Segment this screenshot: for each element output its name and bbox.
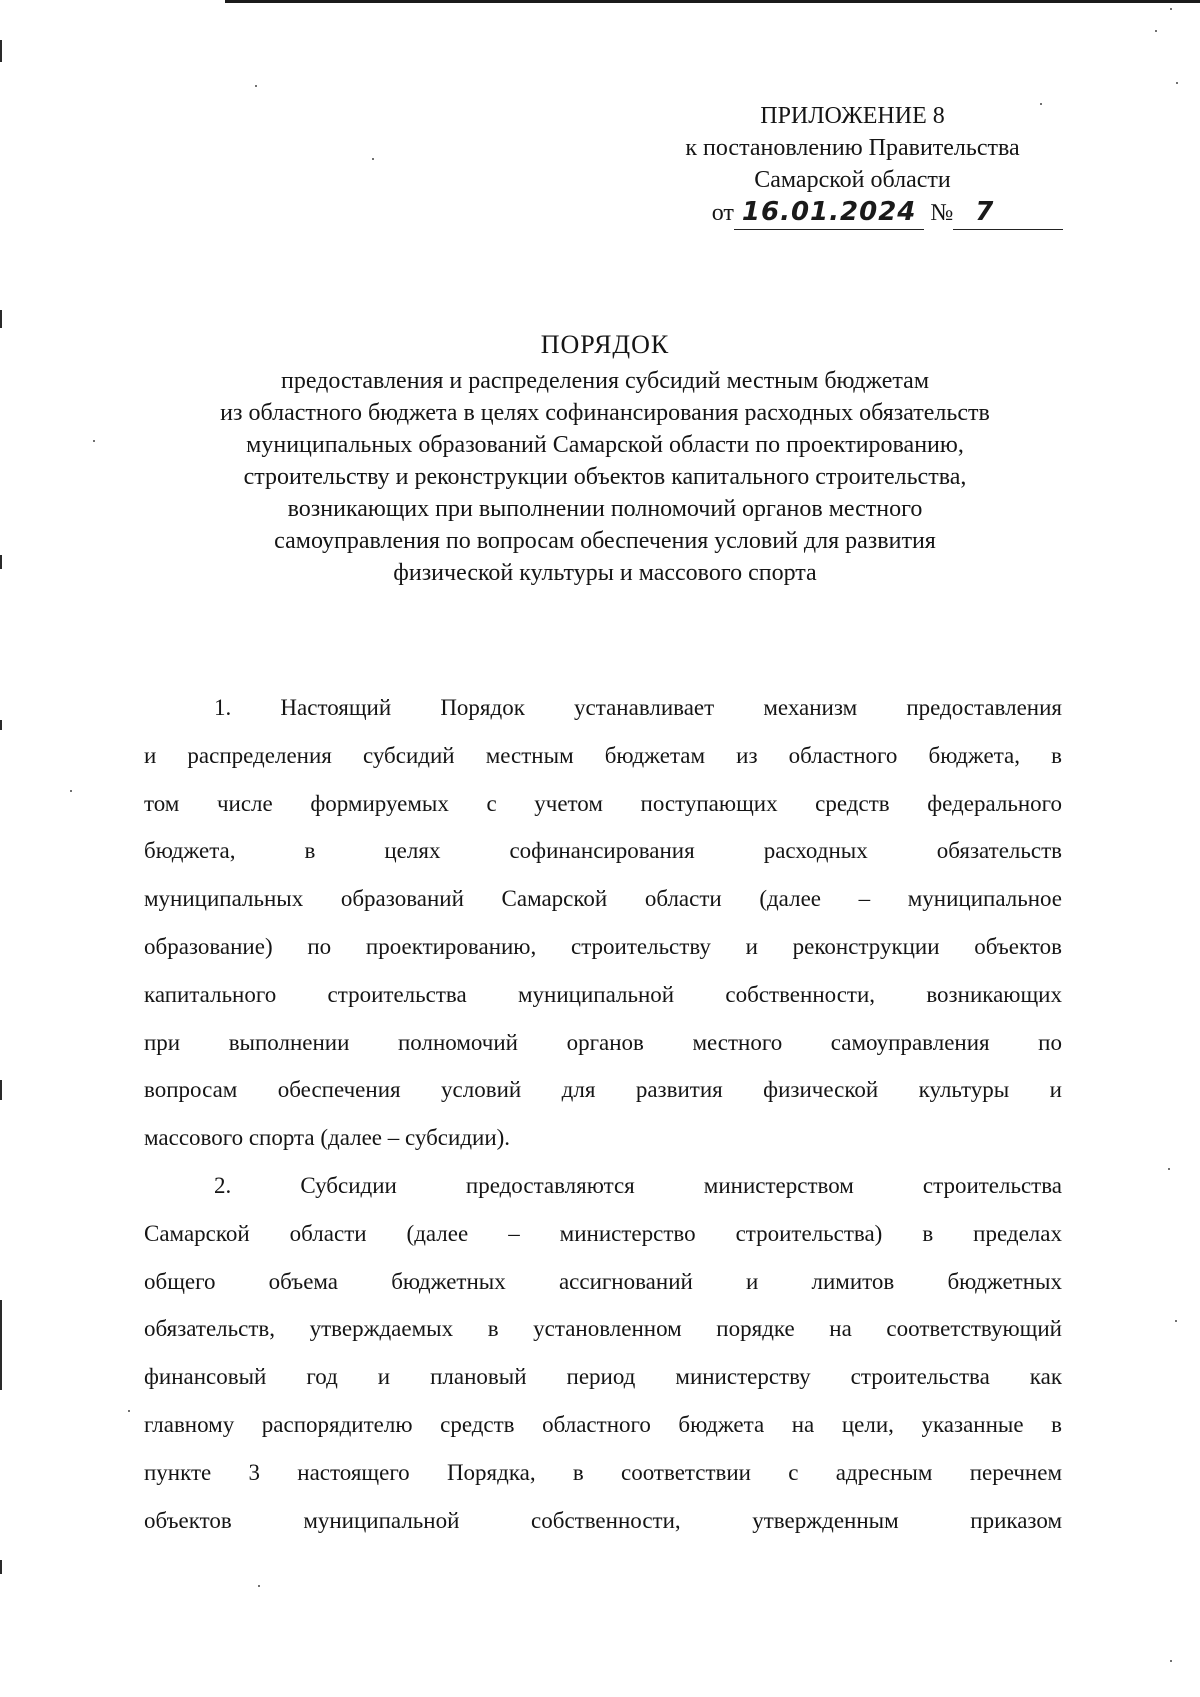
appendix-reference: к постановлению Правительства [685,135,1020,161]
appendix-date-number [712,196,1064,230]
paragraph-line: финансовый год и плановый период министерству строительства как [144,1364,1062,1390]
scan-edge-mark [0,555,2,569]
paragraph-line: 2. Субсидии предоставляются министерством строительства [214,1173,1062,1198]
document-title: ПОРЯДОК [540,330,670,359]
subtitle-line: возникающих при выполнении полномочий органов местного [287,496,923,522]
scan-speck [1176,82,1178,84]
appendix-region: Самарской области [754,167,951,193]
paragraph-line: при выполнении полномочий органов местного самоуправления по [144,1029,1062,1055]
scan-edge-mark [0,40,2,62]
scan-speck [1168,1168,1170,1170]
paragraph-line: муниципальных образований Самарской области (далее – муниципальное [144,886,1062,912]
subtitle-line: строительству и реконструкции объектов капитального строительства, [243,464,967,490]
paragraph-line: обязательств, утверждаемых в установленном порядке на соответствующий [144,1316,1062,1342]
scan-speck [70,790,72,792]
handwritten-number: 7 [975,197,995,227]
paragraph-line: образование) по проектированию, строительству и реконструкции объектов [144,933,1062,959]
paragraph-line: пункте 3 настоящего Порядка, в соответствии с адресным перечнем [144,1459,1062,1485]
scan-speck [1170,1660,1172,1662]
paragraph-line: Самарской области (далее – министерство строительства) в пределах [144,1220,1062,1246]
scan-speck [255,85,257,87]
subtitle-line: муниципальных образований Самарской области по проектированию, [246,432,964,458]
document-subtitle [130,365,1080,589]
scan-speck [93,440,95,442]
scan-speck [128,1410,130,1412]
scan-speck [372,158,374,160]
paragraph-line: массового спорта (далее – субсидии). [144,1125,511,1151]
scan-edge-mark [0,310,2,328]
scan-edge-mark [0,1080,2,1100]
appendix-title: ПРИЛОЖЕНИЕ 8 [760,103,945,129]
paragraph-2 [144,1162,1062,1544]
scan-edge-line [225,0,1200,3]
paragraph-line: том числе формируемых с учетом поступающих средств федерального [144,790,1062,816]
subtitle-line: из областного бюджета в целях софинансирования расходных обязательств [220,400,990,426]
scan-edge-mark [0,720,2,730]
appendix-block [600,100,1105,230]
paragraph-line: главному распорядителю средств областного бюджета на цели, указанные в [144,1411,1062,1437]
scan-speck [258,1585,260,1587]
paragraph-line: капитального строительства муниципальной собственности, возникающих [144,981,1062,1007]
number-sign: № [930,200,954,226]
paragraph-line: и распределения субсидий местным бюджетам из областного бюджета, в [144,742,1062,768]
handwritten-date: 16.01.2024 [741,197,917,227]
scan-edge-mark [0,1300,2,1390]
paragraph-line: вопросам обеспечения условий для развития физической культуры и [144,1077,1062,1103]
subtitle-line: предоставления и распределения субсидий местным бюджетам [280,368,930,394]
scan-speck [1170,8,1172,10]
scan-speck [1155,30,1157,32]
scan-speck [1175,1320,1177,1322]
paragraph-line: 1. Настоящий Порядок устанавливает механизм предоставления [214,695,1062,720]
subtitle-line: самоуправления по вопросам обеспечения условий для развития [274,528,936,554]
paragraph-line: общего объема бюджетных ассигнований и лимитов бюджетных [144,1268,1062,1294]
subtitle-line: физической культуры и массового спорта [393,560,817,586]
scan-edge-mark [0,1560,2,1574]
date-prefix: от [711,200,734,226]
paragraph-1 [144,684,1062,1162]
paragraph-line: бюджета, в целях софинансирования расходных обязательств [144,838,1062,864]
paragraph-line: объектов муниципальной собственности, утвержденным приказом [144,1507,1062,1533]
